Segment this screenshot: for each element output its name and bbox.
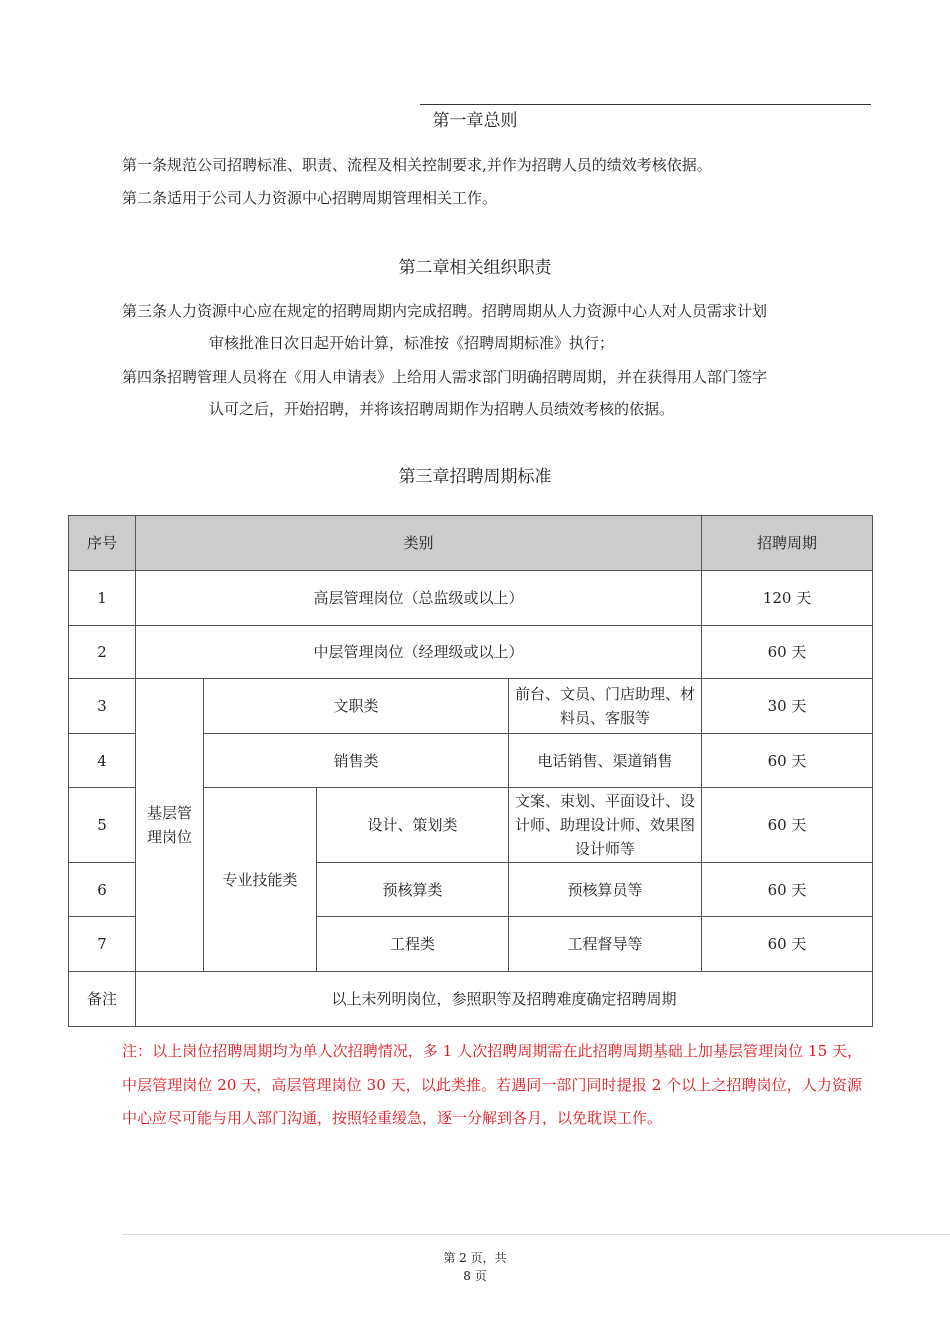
row-cycle: 30 天 [702,679,873,734]
header-cycle: 招聘周期 [702,516,873,571]
row-cycle: 60 天 [702,863,873,917]
page-number-line2: 8 页 [463,1269,487,1283]
row-subcategory: 设计、策划类 [317,788,509,863]
chapter2-title: 第二章相关组织职责 [398,258,552,278]
page-number-line1: 第 2 页，共 [443,1251,507,1265]
row-subcategory: 预核算类 [317,863,509,917]
row-cycle: 60 天 [702,788,873,863]
article-2: 第二条适用于公司人力资源中心招聘周期管理相关工作。 [122,189,498,207]
row-category: 中层管理岗位（经理级或以上） [136,626,702,679]
row-seq: 1 [69,571,136,626]
professional-label: 专业技能类 [204,788,317,972]
row-seq: 6 [69,863,136,917]
row-seq: 2 [69,626,136,679]
row-cycle: 60 天 [702,734,873,788]
table-header-row [69,516,873,571]
table-row [69,571,873,626]
footer-rule [122,1234,950,1235]
row-category: 高层管理岗位（总监级或以上） [136,571,702,626]
red-note: 注：以上岗位招聘周期均为单人次招聘情况，多 1 人次招聘周期需在此招聘周期基础上加基层管理岗位 15 天，中层管理岗位 20 天，高层管理岗位 30 天，以此类推。若遇同一部门同时提报 2 个以上之招聘岗位，人力资源中心应尽可能与用人部门沟通，按照轻重缓急，逐一分解到各月，以免耽误工作。 [122,1042,862,1127]
article-3-line2: 审核批准日次日起开始计算，标准按《招聘周期标准》执行； [209,334,615,352]
row-seq: 3 [69,679,136,734]
row-cycle: 60 天 [702,626,873,679]
header-seq: 序号 [69,516,136,571]
row-subcategory: 文职类 [204,679,509,734]
table-row [69,679,873,734]
article-4-line1: 第四条招聘管理人员将在《用人申请表》上给用人需求部门明确招聘周期，并在获得用人部门签字 [122,368,768,386]
remark-text: 以上未列明岗位，参照职等及招聘难度确定招聘周期 [136,972,873,1027]
remark-label: 备注 [69,972,136,1027]
header-category: 类别 [136,516,702,571]
table-row [69,626,873,679]
row-examples: 工程督导等 [509,917,702,972]
article-4-line2: 认可之后，开始招聘，并将该招聘周期作为招聘人员绩效考核的依据。 [209,400,675,418]
recruitment-cycle-table [68,515,873,1027]
row-examples: 文案、束划、平面设计、设计师、助理设计师、效果图设计师等 [509,788,702,863]
row-cycle: 120 天 [702,571,873,626]
grassroots-label: 基层管理岗位 [136,679,204,972]
row-subcategory: 工程类 [317,917,509,972]
article-1: 第一条规范公司招聘标准、职责、流程及相关控制要求,并作为招聘人员的绩效考核依据。 [122,156,712,174]
row-seq: 4 [69,734,136,788]
row-subcategory: 销售类 [204,734,509,788]
chapter3-title: 第三章招聘周期标准 [398,467,552,487]
row-seq: 5 [69,788,136,863]
table-remark-row [69,972,873,1027]
row-examples: 前台、文员、门店助理、材料员、客服等 [509,679,702,734]
top-rule [420,104,871,105]
row-examples: 电话销售、渠道销售 [509,734,702,788]
article-3-line1: 第三条人力资源中心应在规定的招聘周期内完成招聘。招聘周期从人力资源中心人对人员需求计划 [122,302,768,320]
row-seq: 7 [69,917,136,972]
chapter1-title: 第一章总则 [432,111,518,131]
row-examples: 预核算员等 [509,863,702,917]
row-cycle: 60 天 [702,917,873,972]
